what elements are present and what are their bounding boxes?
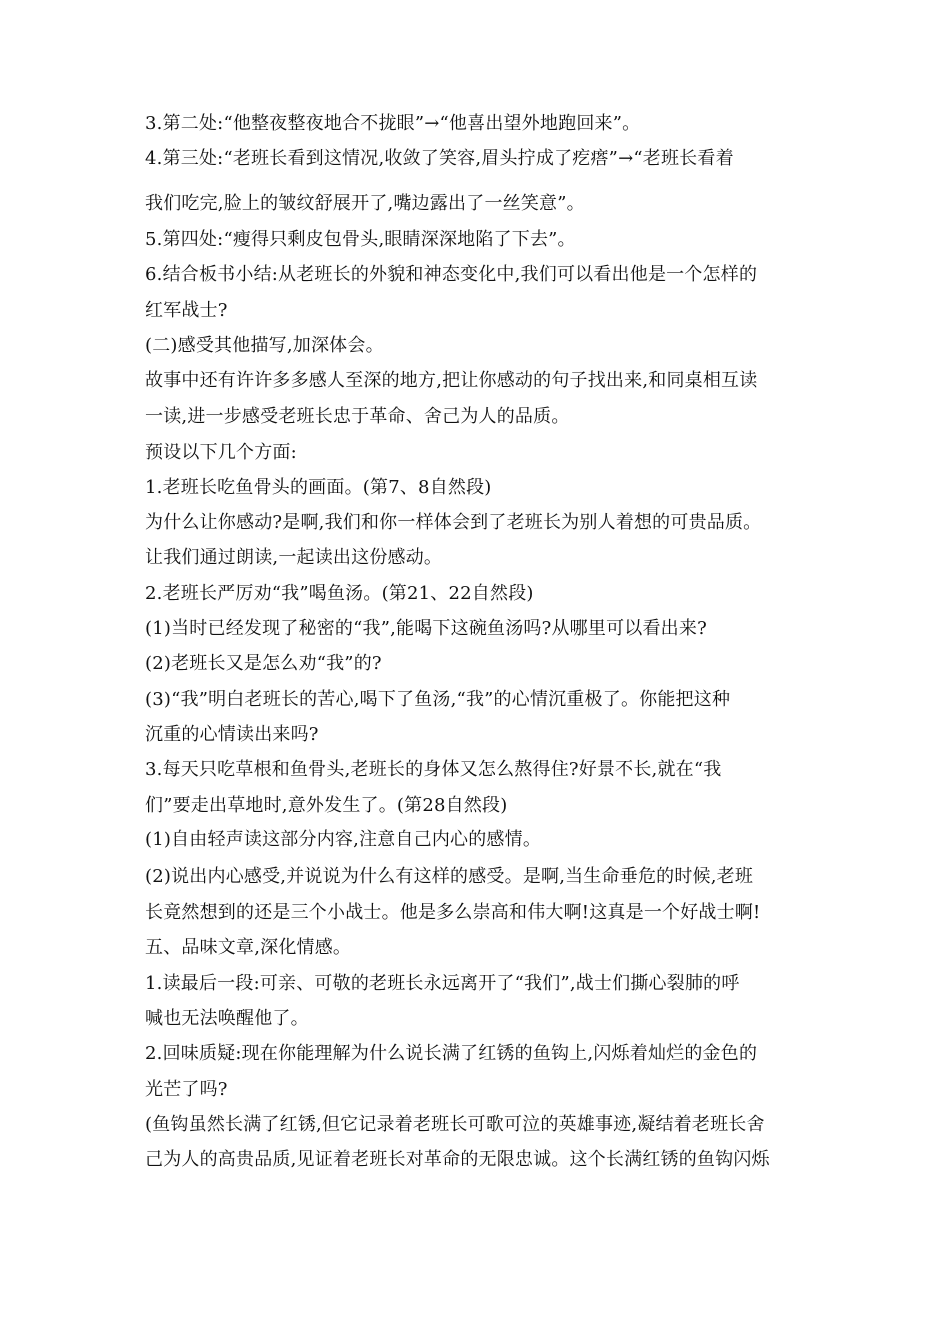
text-line: 3.第二处:“他整夜整夜地合不拢眼”→“他喜出望外地跑回来”。	[145, 113, 641, 134]
text-line: 让我们通过朗读,一起读出这份感动。	[145, 547, 443, 568]
text-line: 我们吃完,脸上的皱纹舒展开了,嘴边露出了一丝笑意”。	[145, 193, 585, 214]
text-line: 们”要走出草地时,意外发生了。(第28自然段)	[145, 795, 508, 816]
text-line: (1)当时已经发现了秘密的“我”,能喝下这碗鱼汤吗?从哪里可以看出来?	[145, 618, 707, 639]
text-line: 己为人的高贵品质,见证着老班长对革命的无限忠诚。这个长满红锈的鱼钩闪烁	[145, 1149, 770, 1170]
text-line: 长竟然想到的还是三个小战士。他是多么崇高和伟大啊!这真是一个好战士啊!	[145, 902, 761, 923]
text-line: 4.第三处:“老班长看到这情况,收敛了笑容,眉头拧成了疙瘩”→“老班长看着	[145, 148, 734, 169]
text-line: 一读,进一步感受老班长忠于革命、舍己为人的品质。	[145, 406, 570, 427]
text-line: 喊也无法唤醒他了。	[145, 1008, 309, 1029]
text-line: 为什么让你感动?是啊,我们和你一样体会到了老班长为别人着想的可贵品质。	[145, 512, 762, 533]
text-line: (鱼钩虽然长满了红锈,但它记录着老班长可歌可泣的英雄事迹,凝结着老班长舍	[145, 1114, 765, 1135]
text-line: 1.老班长吃鱼骨头的画面。(第7、8自然段)	[145, 477, 492, 498]
text-line: 5.第四处:“瘦得只剩皮包骨头,眼睛深深地陷了下去”。	[145, 229, 576, 250]
text-line: (2)说出内心感受,并说说为什么有这样的感受。是啊,当生命垂危的时候,老班	[145, 866, 754, 887]
section-heading: (二)感受其他描写,加深体会。	[145, 335, 384, 356]
text-line: (2)老班长又是怎么劝“我”的?	[145, 653, 382, 674]
text-line: 沉重的心情读出来吗?	[145, 724, 319, 745]
text-line: 光芒了吗?	[145, 1079, 228, 1100]
section-heading: 五、品味文章,深化情感。	[145, 937, 352, 958]
text-line: 故事中还有许许多多感人至深的地方,把让你感动的句子找出来,和同桌相互读	[145, 370, 758, 391]
text-line: 2.老班长严厉劝“我”喝鱼汤。(第21、22自然段)	[145, 583, 534, 604]
text-line: (1)自由轻声读这部分内容,注意自己内心的感情。	[145, 829, 542, 850]
text-line: 预设以下几个方面:	[145, 442, 297, 463]
text-line: 1.读最后一段:可亲、可敬的老班长永远离开了“我们”,战士们撕心裂肺的呼	[145, 973, 740, 994]
text-line: 6.结合板书小结:从老班长的外貌和神态变化中,我们可以看出他是一个怎样的	[145, 264, 758, 285]
text-line: 2.回味质疑:现在你能理解为什么说长满了红锈的鱼钩上,闪烁着灿烂的金色的	[145, 1043, 758, 1064]
text-line: 红军战士?	[145, 300, 228, 321]
text-line: 3.每天只吃草根和鱼骨头,老班长的身体又怎么熬得住?好景不长,就在“我	[145, 759, 722, 780]
text-line: (3)“我”明白老班长的苦心,喝下了鱼汤,“我”的心情沉重极了。你能把这种	[145, 689, 731, 710]
